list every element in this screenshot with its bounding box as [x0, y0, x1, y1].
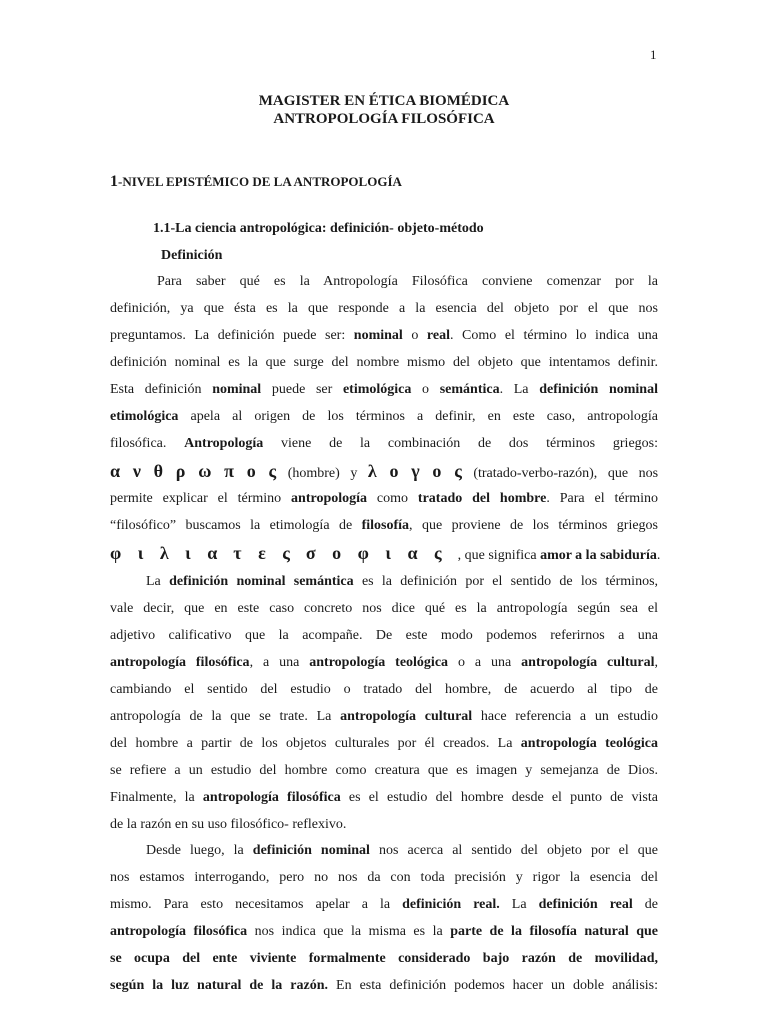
text-line: etimológica apela al origen de los términos a definir, en este caso, antropología	[110, 409, 658, 424]
definition-label: Definición	[161, 248, 223, 263]
text-line: antropología filosófica, a una antropología teológica o a una antropología cultural,	[110, 655, 658, 670]
document-title-line2: ANTROPOLOGÍA FILOSÓFICA	[273, 111, 495, 127]
text-line: adjetivo calificativo que la acompañe. De este modo podemos referirnos a una	[110, 628, 658, 643]
document-title-line1: MAGISTER EN ÉTICA BIOMÉDICA	[258, 93, 510, 109]
greek-word-logos: λ ο γ ο ς	[367, 461, 463, 481]
text-line: se ocupa del ente viviente formalmente considerado bajo razón de movilidad,	[110, 951, 658, 966]
text-line: mismo. Para esto necesitamos apelar a la definición real. La definición real de	[110, 897, 659, 912]
greek-word-sophias: σ ο φ ι α ς	[305, 543, 448, 563]
page-number: 1	[650, 47, 657, 62]
section-title: -NIVEL EPISTÉMICO DE LA ANTROPOLOGÍA	[118, 174, 402, 189]
text-line: vale decir, que en este caso concreto nos dice qué es la antropología según sea el	[110, 601, 658, 616]
text-line: definición nominal es la que surge del nombre mismo del objeto que intentamos definir.	[110, 355, 658, 370]
text-line: definición, ya que ésta es la que responde a la esencia del objeto por el que nos	[110, 301, 658, 316]
text-line: se refiere a un estudio del hombre como creatura que es imagen y semejanza de Dios.	[110, 763, 658, 778]
section-heading	[110, 173, 402, 191]
text-line: del hombre a partir de los objetos culturales por él creados. La antropología teológica	[110, 736, 658, 751]
text-line: cambiando el sentido del estudio o tratado del hombre, de acuerdo al tipo de	[110, 682, 658, 697]
text-line: preguntamos. La definición puede ser: nominal o real. Como el término lo indica una	[110, 328, 659, 343]
greek-line: φ ι λ ι α τ ε ς σ ο φ ι α ς , que significa amor a la sabiduría.	[110, 543, 661, 563]
text-line: “filosófico” buscamos la etimología de filosofía, que proviene de los términos griegos	[110, 518, 659, 533]
text-line: nos estamos interrogando, pero no nos da con toda precisión y rigor la esencia del	[110, 870, 658, 885]
text-line: antropología filosófica nos indica que la misma es la parte de la filosofía natural que	[110, 924, 658, 939]
text-line: permite explicar el término antropología como tratado del hombre. Para el término	[110, 491, 659, 506]
greek-word-anthropos: α ν θ ρ ω π ο ς	[110, 461, 278, 481]
text-line: Desde luego, la definición nominal nos acerca al sentido del objeto por el que	[146, 843, 658, 858]
text-line: filosófica. Antropología viene de la combinación de dos términos griegos:	[110, 436, 658, 451]
text-line: Para saber qué es la Antropología Filosófica conviene comenzar por la	[157, 274, 658, 289]
text-line: según la luz natural de la razón. En esta definición podemos hacer un doble análisis:	[110, 978, 658, 993]
subsection-heading: 1.1-La ciencia antropológica: definición- objeto-método	[153, 221, 484, 236]
text-line: La definición nominal semántica es la definición por el sentido de los términos,	[146, 574, 659, 589]
text-line: antropología de la que se trate. La antropología cultural hace referencia a un estudio	[110, 709, 658, 724]
greek-word-philia: φ ι λ ι α	[110, 543, 224, 563]
text-line: Finalmente, la antropología filosófica es el estudio del hombre desde el punto de vista	[110, 790, 658, 805]
text-line: Esta definición nominal puede ser etimológica o semántica. La definición nominal	[110, 382, 658, 397]
greek-line: α ν θ ρ ω π ο ς (hombre) y λ ο γ ο ς (tratado-verbo-razón), que nos	[110, 461, 659, 481]
greek-word-tes: τ ε ς	[233, 543, 296, 563]
section-number: 1	[110, 173, 118, 190]
text-line: de la razón en su uso filosófico- reflexivo.	[110, 817, 347, 832]
